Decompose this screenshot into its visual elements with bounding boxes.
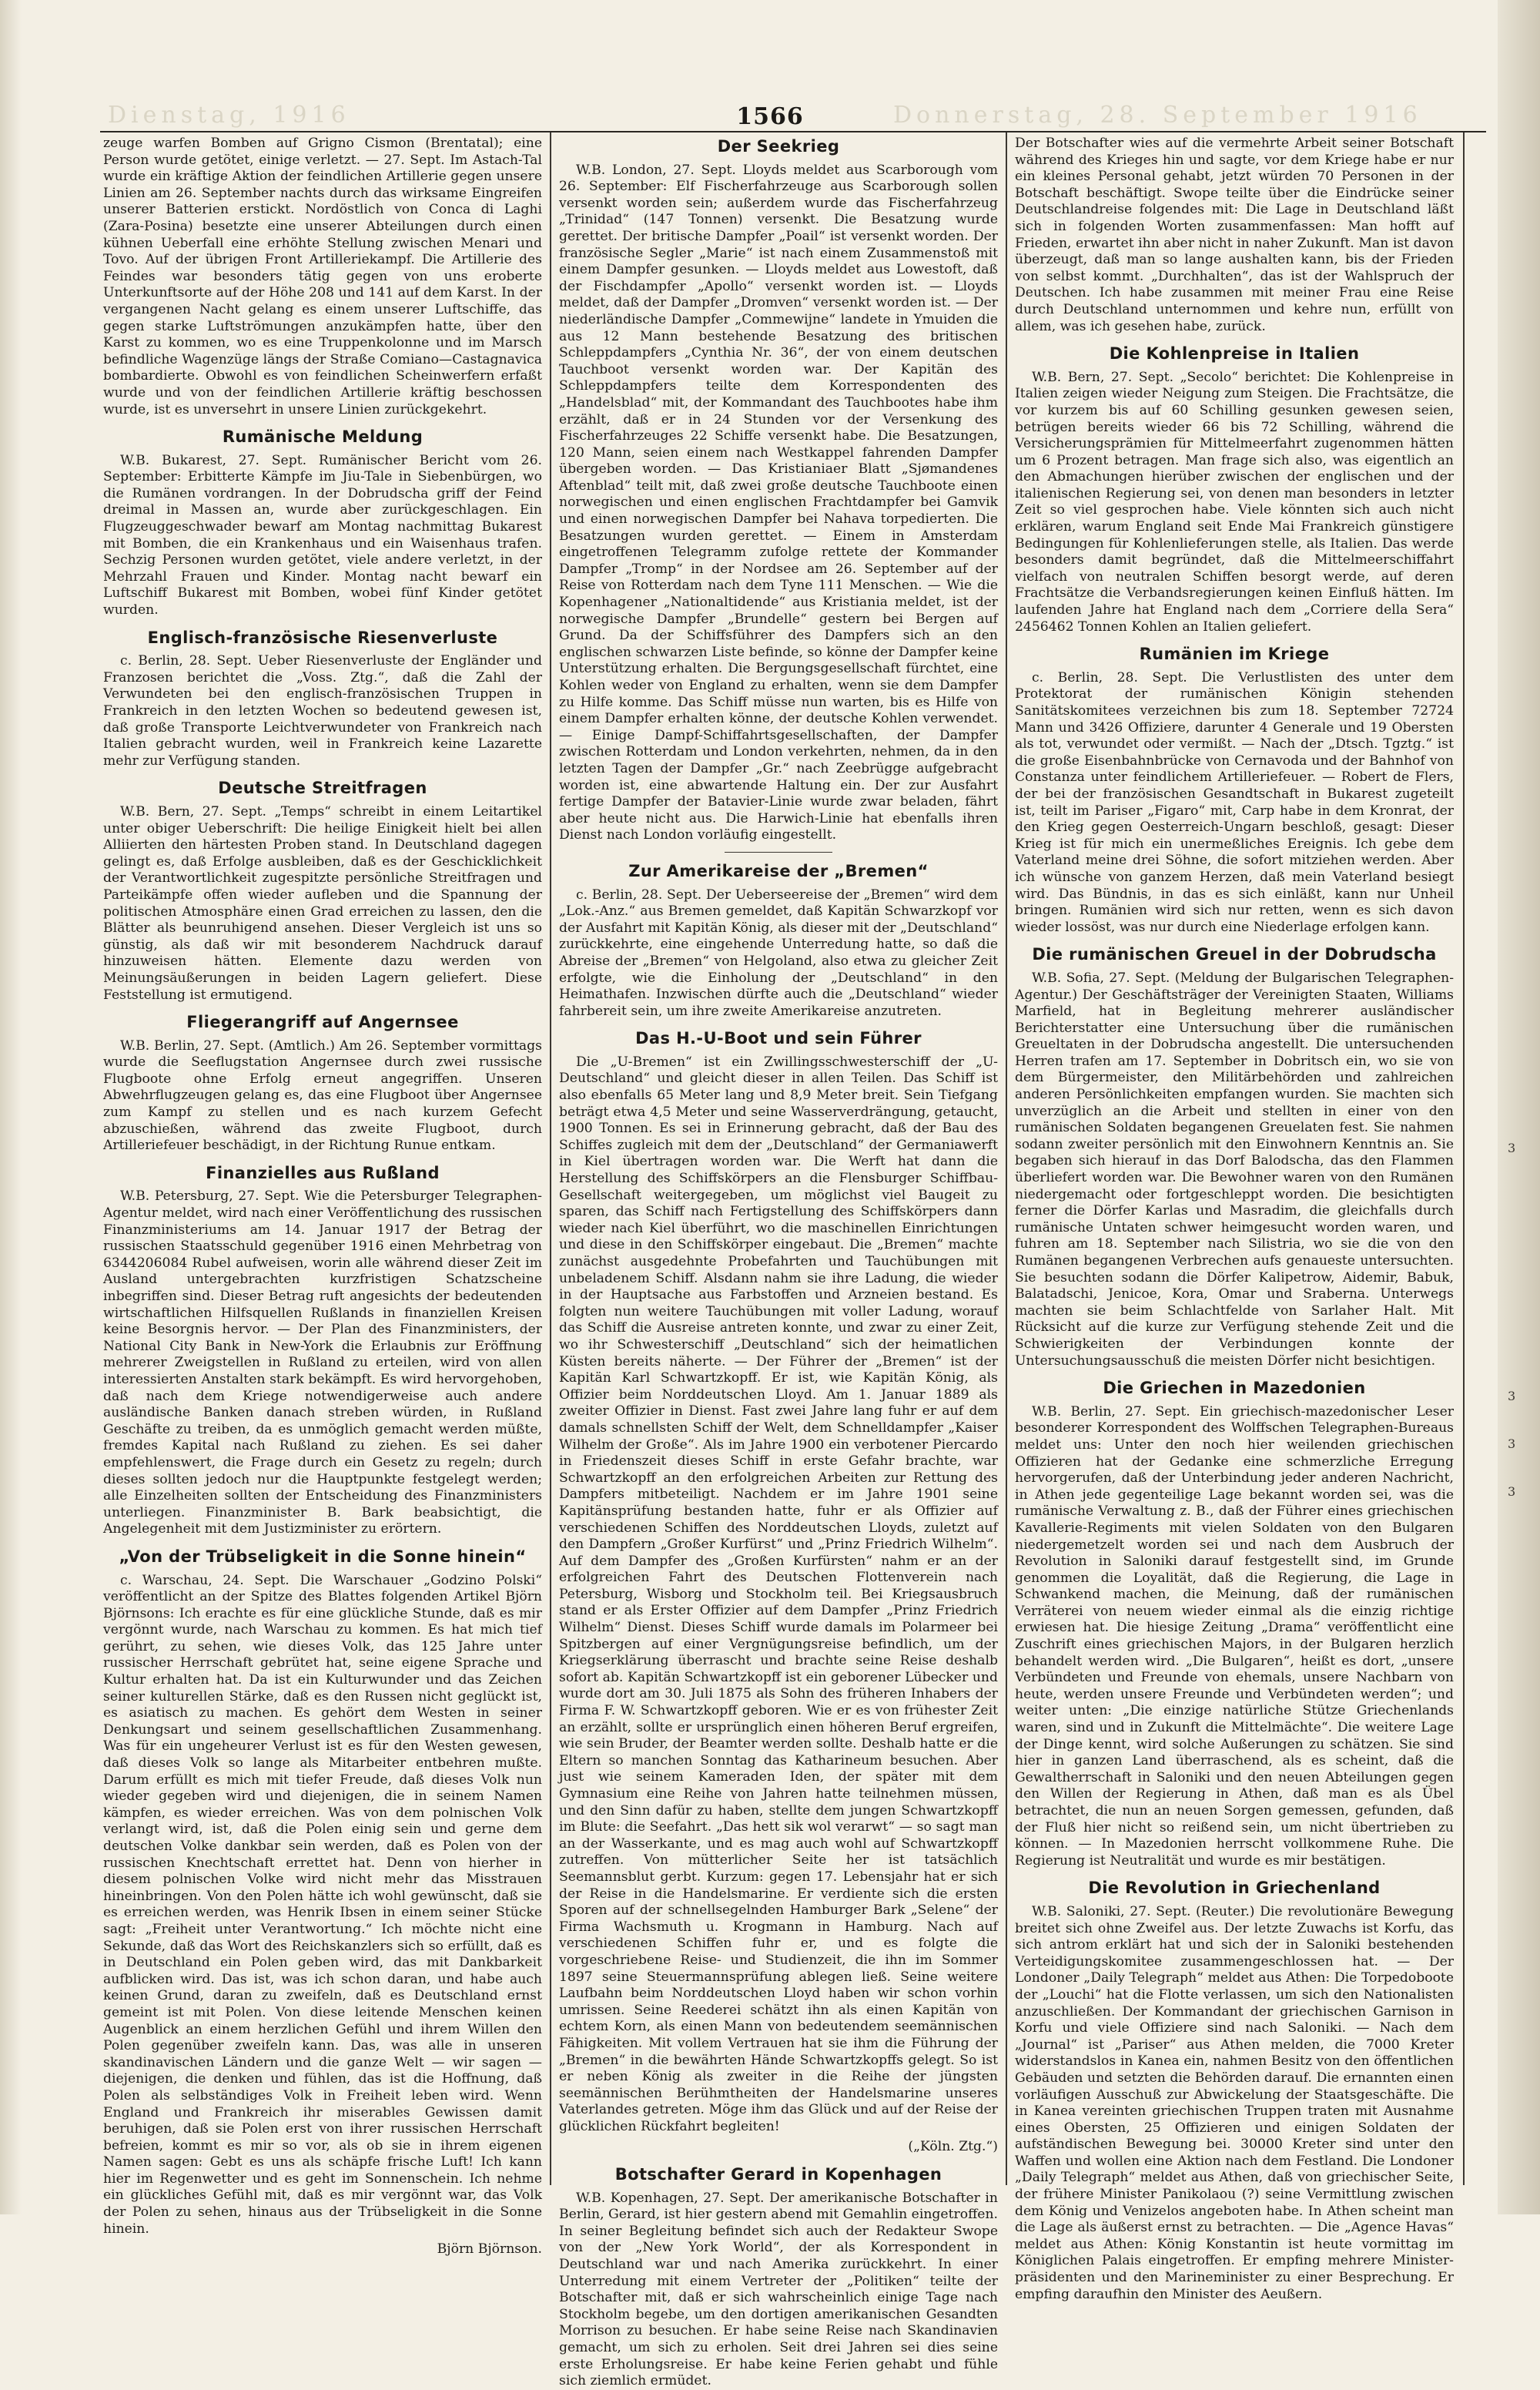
heading-riesenverluste: Englisch-französische Riesenverluste xyxy=(147,628,498,647)
heading-amerikareise-bremen: Zur Amerikareise der „Bremen“ xyxy=(628,861,929,880)
article-rumaenische-meldung: W.B. Bukarest, 27. Sept. Rumänischer Bericht vom 26. September: Erbitterte Kämpfe im Jiu-Tale in Siebenbürgen, wo die Rumänen vordrangen. In der Dobrudscha griff der Feind dreimal in Massen an, wurde aber zurückgeschlagen. Ein Flugzeuggeschwader bewarf am Montag nachmittag Bukarest mit Bomben, die ein Krankenhaus und ein Waisenhaus trafen. Sechzig Personen wurden getötet, viele andere verletzt, in der Mehrzahl Frauen und Kinder. Montag nacht bewarf ein Luftschiff Bukarest mit Bomben, wobei fünf Kinder getötet wurden. xyxy=(103,452,542,618)
column-rule-3 xyxy=(1463,132,1465,2185)
heading-greuel-dobrudscha: Die rumänischen Greuel in der Dobrudscha xyxy=(1032,945,1437,964)
watermark-right: Donnerstag, 28. September 1916 xyxy=(893,102,1422,129)
heading-seekrieg: Der Seekrieg xyxy=(717,137,840,156)
article-seekrieg: W.B. London, 27. Sept. Lloyds meldet aus Scarborough vom 26. September: Elf Fischerfahrzeuge aus Scarborough sollen versenkt worden sein; außerdem wurde das Fischerfahrzeug „Trinidad“ (147 Tonnen) versenkt. Die Besatzung wurde gerettet. Der britische Dampfer „Poail“ ist versenkt worden. Der französische Segler „Marie“ ist nach einem Zusammenstoß mit einem Dampfer gesunken. — Lloyds meldet aus Lowestoft, daß der Fischdampfer „Apollo“ versenkt worden ist. — Lloyds meldet, daß der Dampfer „Dromven“ versenkt worden ist. — Der niederländische Dampfer „Commewijne“ landete in Ymuiden die aus 12 Mann bestehende Besatzung des britischen Schleppdampfers „Cynthia Nr. 36“, der von einem deutschen Tauchboot versenkt worden war. Der Kapitän des Schleppdampfers teilte dem Korrespondenten des „Handelsblad“ mit, der Kommandant des Tauchbootes habe ihm erzählt, daß er in 24 Stunden vor der Versenkung des Fischerfahrzeuges 22 Schiffe versenkt habe. Die Besatzungen, 120 Mann, seien einem nach Westkappel fahrenden Dampfer übergeben worden. — Das Kristianiaer Blatt „Sjømandenes Aftenblad“ teilt mit, daß zwei große deutsche Tauchboote einen norwegischen und einen englischen Frachtdampfer bei Gamvik und einen norwegischen Dampfer bei Nahava torpedierten. Die Besatzungen wurden gerettet. — Einem in Amsterdam eingetroffenen Telegramm zufolge rettete der Kommander Dampfer „Tromp“ in der Nordsee am 26. September auf der Reise von Rotterdam nach dem Tyne 111 Menschen. — Wie die Kopenhagener „Nationaltidende“ aus Kristiania meldet, ist der norwegische Dampfer „Brundelle“ gestern bei Bergen auf Grund. Da der Schiffsführer des Dampfers sich an den englischen schwarzen Liste befinde, so könne der Dampfer keine Unterstützung erhalten. Die Bergungsgesellschaft fürchtet, eine Kohlen weder von England zu erhalten, wenn sie dem Dampfer zu Hilfe komme. Das Schiff müsse nun warten, bis es Hilfe von einem Dampfer erhalten könne, der deutsche Kohlen verwendet. — Einige Dampf-Schiffahrtsgesellschaften, der Dampfer zwischen Rotterdam und London verkehrten, nehmen, da in den letzten Tagen der Dampfer „Gr.“ nach Zeebrügge aufgebracht worden ist, eine abwartende Haltung ein. Der zur Ausfahrt fertige Dampfer der Batavier-Linie wurde zwar beladen, fährt aber heute nicht aus. Die Harwich-Linie hat ebenfalls ihren Dienst nach London vorläufig eingestellt. xyxy=(559,162,998,843)
article-u-boot-fuehrer: Die „U-Bremen“ ist ein Zwillingsschwesterschiff der „U-Deutschland“ und gleicht dieser in allen Teilen. Das Schiff ist also ebenfalls 65 Meter lang und 8,9 Meter breit. Sein Tiefgang beträgt etwa 4,5 Meter und seine Wasserverdrängung, getaucht, 1900 Tonnen. Es sei in Erinnerung gebracht, daß der Bau des Schiffes zugleich mit dem der „Deutschland“ der Germaniawerft in Kiel übertragen worden war. Die Werft hat dann die Herstellung des Schiffskörpers an die Flensburger Schiffbau-Gesellschaft weitergegeben, um möglichst viel Baugeit zu sparen, das Schiff nach Fertigstellung des Schiffskörpers dann wieder nach Kiel überführt, wo die maschinellen Einrichtungen und diese in den Schiffskörper eingebaut. Die „Bremen“ machte zunächst ausgedehnte Probefahrten und Tauchübungen mit unbeladenem Schiff. Alsdann nahm sie ihre Ladung, die wieder in der Hauptsache aus Farbstoffen und Arzneien bestand. Es folgten nun weitere Tauchübungen mit voller Ladung, worauf das Schiff die Ausreise antreten konnte, und zwar zu einer Zeit, wo ihr Schwesterschiff „Deutschland“ sich der heimatlichen Küsten bereits näherte. — Der Führer der „Bremen“ ist der Kapitän Karl Schwartzkopff. Er ist, wie Kapitän König, als Offizier beim Norddeutschen Lloyd. Am 1. Januar 1889 als zweiter Offizier in Dienst. Fast zwei Jahre lang fuhr er auf dem damals schnellsten Schiff der Welt, dem Schnelldampfer „Kaiser Wilhelm der Große“. Als im Jahre 1900 ein verbotener Piercardo in Friedenszeit dieses Schiff in erste Gefahr brachte, war Schwartzkopff an den erfolgreichen Arbeiten zur Rettung des Dampfers mitbeteiligt. Nachdem er im Jahre 1901 seine Kapitänsprüfung bestanden hatte, fuhr er als Offizier auf verschiedenen Schiffen des Norddeutschen Lloyds, zuletzt auf den Dampfern „Großer Kurfürst“ und „Prinz Friedrich Wilhelm“. Auf dem Dampfer des „Großen Kurfürsten“ nahm er an der erfolgreichen Fahrt des Deutschen Flottenverein nach Petersburg, Wisborg und Stockholm teil. Bei Kriegsausbruch stand er als Erster Offizier auf dem Dampfer „Prinz Friedrich Wilhelm“ Dienst. Dieses Schiff wurde damals im Polarmeer bei Spitzbergen auf einer Vergnügungsreise befindlich, um der Kriegserklärung überrascht und brachte seine Reise deshalb sofort ab. Kapitän Schwartzkopff ist ein geborener Lübecker und wurde dort am 30. Juli 1875 als Sohn des früheren Inhabers der Firma F. W. Schwartzkopff geboren. Wie er es von frühester Zeit an erzählt, sollte er ursprünglich einen höheren Beruf ergreifen, wie sein Bruder, der Beamter werden sollte. Deshalb hatte er die Eltern so manchen Sonntag das Katharineum besuchen. Aber just wie seinem Kameraden Iden, der später mit dem Gymnasium eine Reihe von Jahren hatte teilnehmen müssen, und den Sinn dafür zu haben, stellte dem jungen Schwartzkopff im Blute: die Seefahrt. „Das hett sik wol verarwt“ — so sagt man an der Wasserkante, und es mag auch wohl auf Schwartzkopff zutreffen. Von mütterlicher Seite her ist tatsächlich Seemannsblut gerbt. Kurzum: gegen 17. Lebensjahr hat er sich der Reise in die Handelsmarine. Er verdiente sich die ersten Sporen auf der schnellsegelnden Hamburger Bark „Selene“ der Firma Wachsmuth u. Krogmann in Hamburg. Nach auf verschiedenen Schiffen fuhr er, und es folgte die vorgeschriebene Reise- und Studienzeit, die ihn im Sommer 1897 seine Steuermannsprüfung ablegen ließ. Seine weitere Laufbahn beim Norddeutschen Lloyd haben wir schon vorhin umrissen. Seine Reederei schätzt ihn als einen Kapitän von echtem Korn, als einen Mann von bedeutendem seemännischen Fähigkeiten. Mit vollem Vertrauen hat sie ihm die Führung der „Bremen“ in die bewährten Hände Schwartzkopffs gelegt. So ist er neben König als zweiter in die Reihe der jüngsten seemännischen Berühmtheiten der Handelsmarine unseres Vaterlandes getreten. Möge ihm das Glück und auf der Reise der glücklichen Rückfahrt begleiten! xyxy=(559,1054,998,2134)
article-kohlenpreise: W.B. Bern, 27. Sept. „Secolo“ berichtet: Die Kohlenpreise in Italien zeigen wieder Neigung zum Steigen. Die Frachtsätze, die vor kurzem bis auf 60 Schilling gesunken gewesen seien, betrügen bereits wieder 66 bis 72 Schilling, während die Versicherungsprämien für Mittelmeerfahrt zugenommen hätten um 6 Prozent betragen. Man frage sich also, was eigentlich an den Abmachungen hierüber zwischen der englischen und der italienischen Regierung sei, von denen man besonders in letzter Zeit so viel gesprochen habe. Viele könnten sich auch nicht erklären, warum England seit Ende Mai Frankreich günstigere Bedingungen für Kohlenlieferungen stelle, als Italien. Das werde besonders damit begründet, daß die Mittelmeerschiffahrt vielfach von neutralen Schiffen besorgt werde, auf deren Frachtsätze die Verbandsregierungen keinen Einfluß hätten. Im laufenden Jahre hat England nach dem „Corriere della Sera“ 2456462 Tonnen Kohlen an Italien geliefert. xyxy=(1015,369,1454,635)
article-botschafter-gerard: W.B. Kopenhagen, 27. Sept. Der amerikanische Botschafter in Berlin, Gerard, ist hier gestern abend mit Gemahlin eingetroffen. In seiner Begleitung befindet sich auch der Redakteur Swope von der „New York World“, der als Korrespondent in Deutschland war und nach Amerika zurückkehrt. In einer Unterredung mit einem Vertreter der „Politiken“ teilte der Botschafter mit, daß er sich wahrscheinlich einige Tage nach Stockholm begebe, um den dortigen amerikanischen Gesandten Morrison zu besuchen. Er habe seine Reise nach Skandinavien gemacht, um sich zu erholen. Seit drei Jahren sei dies seine erste Erholungsreise. Er habe keine Ferien gehabt und fühle sich ziemlich ermüdet. xyxy=(559,2190,998,2389)
article-source: („Köln. Ztg.“) xyxy=(908,2139,998,2155)
page-edge-left xyxy=(0,0,22,2214)
margin-digit: 3 xyxy=(1508,1484,1516,1499)
article-rumaenien-kriege: c. Berlin, 28. Sept. Die Verlustlisten des unter dem Protektorat der rumänischen Königin stehenden Sanitätskomitees verzeichnen bis zum 18. September 72724 Mann und 3426 Offiziere, darunter 4 Generale und 19 Obersten als tot, verwundet oder vermißt. — Nach der „Dtsch. Tgztg.“ ist die große Eisenbahnbrücke von Cernavoda und der Bahnhof von Constanza unter feindlichem Artilleriefeuer. — Robert de Flers, der bei der französischen Gesandtschaft in Bukarest zugeteilt ist, teilt im Pariser „Figaro“ mit, Carp habe in dem Kronrat, der den Krieg gegen Oesterreich-Ungarn beschloß, gesagt: Dieser Krieg ist für mich ein unermeßliches Ereignis. Ich gebe dem Vaterland meine drei Söhne, die sofort mitziehen werden. Aber ich wünsche von ganzem Herzen, daß mein Vaterland besiegt wird. Das Bündnis, in das es sich einläßt, kann nur Unheil bringen. Rumänien wird sich nur retten, wenn es sich davon wieder lossöst, was nur durch eine Niederlage erfolgen kann. xyxy=(1015,669,1454,935)
margin-digit: 3 xyxy=(1508,1141,1516,1155)
article-deutsche-streitfragen: W.B. Bern, 27. Sept. „Temps“ schreibt in einem Leitartikel unter obiger Ueberschrift: Die heilige Einigkeit hielt bei allen Alliierten den härtesten Proben stand. In Deutschland dagegen gelingt es, daß Erfolge ausbleiben, daß es der Geschicklichkeit der Verantwortlichkeit zugespitzte persönliche Streitfragen und Parteikämpfe offen wieder aufleben und die Spannung der politischen Atmosphäre einen Grad erreichen zu lassen, den die Blätter als beunruhigend ansehen. Dieser Vergleich ist uns so günstig, als daß wir mit besonderem Nachdruck darauf hinzuweisen hätten. Elemente dazu werden von Meinungsäußerungen in beiden Lagern geliefert. Diese Feststellung ist ermutigend. xyxy=(103,803,542,1003)
article-riesenverluste: c. Berlin, 28. Sept. Ueber Riesenverluste der Engländer und Franzosen berichtet die „Voss. Ztg.“, daß die Zahl der Verwundeten bei den englisch-französischen Truppen in Frankreich in den letzten Wochen so bedeutend gewesen ist, daß große Transporte Leichtverwundeter von Frankreich nach Italien gebracht wurden, weil in Frankreich keine Lazarette mehr zur Verfügung standen. xyxy=(103,653,542,769)
watermark-left: Dienstag, 1916 xyxy=(108,102,350,129)
adjacent-page-fragment xyxy=(1508,123,1531,1500)
heading-griechen-mazedonien: Die Griechen in Mazedonien xyxy=(1103,1379,1366,1398)
heading-fliegerangriff: Fliegerangriff auf Angernsee xyxy=(186,1013,459,1032)
page-number: 1566 xyxy=(736,103,804,130)
article-greuel-dobrudscha: W.B. Sofia, 27. Sept. (Meldung der Bulgarischen Telegraphen-Agentur.) Der Geschäftsträger der Vereinigten Staaten, Williams Marfield, hat in Begleitung mehrerer ausländischer Berichterstatter eine Untersuchung über die rumänischen Greueltaten in der Dobrudscha angestellt. Die untersuchenden Herren trafen am 17. September in Dobritsch ein, wo sie von dem Bürgermeister, den Militärbehörden und zahlreichen anderen Persönlichkeiten empfangen wurden. Sie machten sich unverzüglich an die Arbeit und stellten in einer von den rumänischen Soldaten begangenen Greuelaten fest. Sie nahmen sodann zweiter persönlich mit den Einwohnern Kenntnis an. Sie begaben sich hierauf in das Dorf Balodscha, das den Flammen überliefert worden war. Die Bewohner waren von den Rumänen niedergemacht oder fortgeschleppt worden. Die besichtigten ferner die Dörfer Karlas und Masradim, die gleichfalls durch rumänische Untaten schwer heimgesucht worden waren, und fuhren am 18. September nach Silistria, wo sie die von den Rumänen begangenen Verbrechen aufs genaueste untersuchten. Sie besuchten sodann die Dörfer Kalipetrow, Aidemir, Babuk, Balatadschi, Jenicoe, Kora, Omar und Sraberna. Unterwegs machten sie beim Schlachtfelde von Sarlaher Halt. Mit Rücksicht auf die kurze zur Verfügung stehende Zeit und die Schwierigkeiten der Verbindungen konnte der Untersuchungsausschuß die meisten Dörfer nicht besichtigen. xyxy=(1015,970,1454,1369)
heading-rumaenien-kriege: Rumänien im Kriege xyxy=(1139,645,1330,664)
heading-truebseligkeit: „Von der Trübseligkeit in die Sonne hinein“ xyxy=(119,1547,527,1566)
article-signature: Björn Björnson. xyxy=(437,2241,542,2258)
column-rule-2 xyxy=(1006,132,1007,2185)
article-truebseligkeit: c. Warschau, 24. Sept. Die Warschauer „Godzino Polski“ veröffentlicht an der Spitze des Blattes folgenden Artikel Björn Björnsons: Ich erachte es für eine glückliche Stunde, daß es mir vergönnt wurde, nach Warschau zu kommen. Es hat mich tief gerührt, zu sehen, wie dieses Volk, das 125 Jahre unter russischer Herrschaft gebrütet hat, seine eigene Sprache und Kultur erhalten hat. Da ist ein Kulturwunder und das Zeichen seiner kulturellen Stärke, daß es den Russen nicht geglückt ist, es asiatisch zu machen. Es gehört dem Westen in seiner Denkungsart und seinem gesellschaftlichen Zusammenhang. Was für ein ungeheurer Verlust ist es für den Westen gewesen, daß dieses Volk so lange als Mitarbeiter entbehren mußte. Darum erfüllt es mich mit tiefer Freude, daß dieses Volk nun wieder gegeben wird und diejenigen, die in seinem Namen kämpfen, es wieder erreichen. Was von dem polnischen Volk verlangt wird, ist, daß die Polen einig sein und gerne dem deutschen Volke dankbar sein werden, daß es Polen von der russischen Knechtschaft errettet hat. Denn von hierher in diesem polnischen Volke wird nicht mehr das Misstrauen hineinbringen. Von den Polen hätte ich wohl gewünscht, daß sie es erreichen werden, was Henrik Ibsen in einem seiner Stücke sagt: „Freiheit unter Verantwortung.“ Ich möchte nicht eine Sekunde, daß das Wort des Reichskanzlers sich so erfüllt, daß es in Deutschland ein Polen geben wird, das mit Dankbarkeit aufblicken wird. Das ist, was ich schon daran, und habe auch keinen Grund, daran zu zweifeln, daß es Deutschland ernst gemeint ist mit Polen. Von diese leitende Menschen keinen Augenblick an einem herzlichen Gefühl und ihrem Willen den Polen gegenüber zweifeln kann. Das, was alle in unseren skandinavischen Ländern und die ganze Welt — wir sagen — diejenigen, die denken und fühlen, das ist die Hoffnung, daß Polen als selbständiges Volk in Freiheit leben wird. Wenn England und Frankreich ihr miserables Gewissen damit beruhigen, daß sie Polen erst von ihrer russischen Herrschaft befreien, kommt es mir so vor, als ob sie in ihrem eigenen Namen sagen: Gebt es uns als schäpfe frische Luft! Ich kann hier im Regenwetter und es geht im Sonnenschein. Ich nehme ein glückliches Gefühl mit, daß es mir vergönnt war, das Volk der Polen zu sehen, hinaus aus der Trübseligkeit in die Sonne hinein. xyxy=(103,1572,542,2237)
article-revolution-griechenland: W.B. Saloniki, 27. Sept. (Reuter.) Die revolutionäre Bewegung breitet sich ohne Zweifel aus. Der letzte Zuwachs ist Korfu, das sich antrom erklärt hat und sich der in Saloniki bestehenden Verteidigungskomitee zusammengeschlossen hat. — Der Londoner „Daily Telegraph“ meldet aus Athen: Die Torpedoboote der „Louchi“ hat die Flotte verlassen, um sich den Nationalisten anzuschließen. Der Kommandant der griechischen Garnison in Korfu und viele Offiziere sind nach Saloniki. — Nach dem „Journal“ ist „Pariser“ aus Athen melden, die 7000 Kreter widerstandslos in Kanea ein, nahmen Besitz von den öffentlichen Gebäuden und setzten die Behörden darauf. Die ernannten einen vorläufigen Ausschuß zur Abwickelung der Staatsgeschäfte. Die in Kanea vereinten griechischen Truppen traten mit Ausnahme eines Obersten, 25 Offizieren und einigen Soldaten der aufständischen Bewegung bei. 30000 Kreter sind unter den Waffen und wollen eine Aktion nach dem Festland. Die Londoner „Daily Telegraph“ meldet aus Athen, daß von griechischer Seite, der frühere Minister Panikolaou (?) seine Vermittlung zwischen dem König und Venizelos angeboten habe. In Athen scheint man die Lage als äußerst ernst zu betrachten. — Die „Agence Havas“ meldet aus Athen: König Konstantin ist heute vormittag im Königlichen Palais eingetroffen. Er empfing mehrere Minister-präsidenten und den Marineminister zu einer Besprechung. Er empfing daraufhin den Minister des Aeußern. xyxy=(1015,1903,1454,2302)
article-continued-gerard: Der Botschafter wies auf die vermehrte Arbeit seiner Botschaft während des Krieges hin und sagte, vor dem Kriege habe er nur ein kleines Personal gehabt, jetzt würden 70 Personen in der Botschaft beschäftigt. Swope teilte über die Eindrücke seiner Deutschlandreise folgendes mit: Die Lage in Deutschland läßt sich in folgenden Worten zusammenfassen: Man hofft auf Frieden, erwartet ihn aber nicht in naher Zukunft. Man ist davon überzeugt, daß man so lange aushalten kann, bis der Frieden von selbst kommt. „Durchhalten“, das ist der Wahlspruch der Deutschen. Ich habe zusammen mit meiner Frau eine Reise durch Deutschland unternommen und kehre nun, erfüllt von allem, was ich gesehen habe, zurück. xyxy=(1015,136,1454,334)
heading-kohlenpreise: Die Kohlenpreise in Italien xyxy=(1109,344,1360,364)
margin-digit: 3 xyxy=(1508,1436,1516,1451)
margin-digit: 3 xyxy=(1508,1389,1516,1403)
heading-finanzielles-russland: Finanzielles aus Rußland xyxy=(206,1163,440,1182)
column-3 xyxy=(1015,136,1454,2302)
article-continued: zeuge warfen Bomben auf Grigno Cismon (Brentatal); eine Person wurde getötet, einige verletzt. — 27. Sept. Im Astach-Tal wurde ein kräftige Aktion der feindlichen Artillerie gegen unsere Linien am 26. September nachts durch das wirksame Eingreifen unserer Batterien erstickt. Nordöstlich von Conca di Laghi (Zara-Posina) besetzte eine unserer Abteilungen durch einen kühnen Ueberfall eine erhöhte Stellung zwischen Menari und Tovo. Auf der übrigen Front Artilleriekampf. Die Artillerie des Feindes war besonders tätig gegen von uns eroberte Unterkunftsorte auf der Höhe 208 und 141 auf dem Karst. In der vergangenen Nacht gelang es einem unserer Luftschiffe, das gegen starke Luftströmungen anzukämpfen hatte, über den Karst zu kommen, wo es eine Truppenkolonne und im Marsch befindliche Wagenzüge längs der Straße Comiano—Castagnavica bombardierte. Obwohl es von feindlichen Scheinwerfern erfaßt wurde und von der feindlichen Artillerie kräftig beschossen wurde, ist es unversehrt in unsere Linien zurückgekehrt. xyxy=(103,136,542,417)
heading-rumaenische-meldung: Rumänische Meldung xyxy=(222,427,424,447)
article-amerikareise-bremen: c. Berlin, 28. Sept. Der Ueberseereise der „Bremen“ wird dem „Lok.-Anz.“ aus Bremen gemeldet, daß Kapitän Schwarzkopf vor der Ausfahrt mit Kapitän König, als dieser mit der „Deutschland“ zurückkehrte, eine eingehende Unterredung hatte, so daß die Abreise der „Bremen“ von Helgoland, also etwa zu gleicher Zeit erfolgte, wie die Einholung der „Deutschland“ in den Heimathafen. Inzwischen dürfte auch die „Deutschland“ wieder fahrbereit sein, um ihre zweite Amerikareise anzutreten. xyxy=(559,887,998,1019)
heading-deutsche-streitfragen: Deutsche Streitfragen xyxy=(218,779,427,798)
column-2 xyxy=(559,136,998,2389)
heading-revolution-griechenland: Die Revolution in Griechenland xyxy=(1088,1879,1381,1898)
separator xyxy=(725,852,832,853)
column-rule-1 xyxy=(550,132,551,2185)
column-1 xyxy=(103,136,542,2258)
article-griechen-mazedonien: W.B. Berlin, 27. Sept. Ein griechisch-mazedonischer Leser besonderer Korrespondent des Wolffschen Telegraphen-Bureaus meldet uns: Unter den noch hier weilenden griechischen Offizieren hat der Gedanke eine schmerzliche Erregung hervorgerufen, daß der Unterbindung jeder anderen Nachricht, in Athen jede gegenteilige Lage bekannt worden sei, was die rumänische Verwaltung z. B., daß der Führer eines griechischen Kavallerie-Regiments mit vielen Soldaten von den Bulgaren niedergemetzelt worden sei und nach dem Ausbruch der Revolution in Saloniki darauf festgestellt sind, im Grunde genommen die Loyalität, daß die Regierung, die Lage in Schwankend machen, die Meinung, daß der rumänischen Verräterei von neuem wieder einmal als die einzig richtige erwiesen hat. Die hiesige Zeitung „Drama“ veröffentlicht eine Zuschrift eines griechischen Majors, in der Bulgaren herzlich behandelt werden wird. „Die Bulgaren“, heißt es dort, „unsere Verbündeten und Freunde von ehemals, unsere Nachbarn von heute, werden unsere Freunde und Verbündeten werden“; und weiter unten: „Die einzige natürliche Stütze Griechenlands waren, sind und in Zukunft die Mittelmächte“. Die weitere Lage der Dinge kennt, wird solche Außerungen zu schätzen. Sie sind hier in ganzen Land überraschend, als es scheint, daß die Gewaltherrschaft in Saloniki und den neuen Abteilungen gegen den Willen der Regierung in Athen, daß man es als Übel betrachtet, die nun an neuen Sorgen gemessen, gefunden, daß der Fluß hier nicht so reißend sein, um nicht übertrieben zu können. — In Mazedonien herrscht vollkommene Ruhe. Die Regierung ist Neutralität und wurde es mir bestätigen. xyxy=(1015,1403,1454,1869)
article-fliegerangriff: W.B. Berlin, 27. Sept. (Amtlich.) Am 26. September vormittags wurde die Seeflugstation Angernsee durch zwei russische Flugboote ohne Erfolg erneut angegriffen. Unseren Abwehrflugzeugen gelang es, das eine Flugboot über Angernsee zum Kampf zu stellen und es nach kurzem Gefecht abzuschießen, während das zweite Flugboot, durch Artilleriefeuer beschädigt, in der Richtung Runue entkam. xyxy=(103,1037,542,1154)
header-rule xyxy=(100,131,1486,132)
heading-botschafter-gerard: Botschafter Gerard in Kopenhagen xyxy=(614,2165,942,2184)
article-finanzielles-russland: W.B. Petersburg, 27. Sept. Wie die Petersburger Telegraphen-Agentur meldet, wird nach einer Veröffentlichung des russischen Finanzministeriums am 14. Januar 1917 der Betrag der russischen Staatsschuld gegenüber 1916 einen Mehrbetrag von 6344206084 Rubel aufweisen, worin alle während dieser Zeit im Ausland untergebrachten kurzfristigen Schatzscheine inbegriffen sind. Dieser Betrag ruft angesichts der bedeutenden wirtschaftlichen Hilfsquellen Rußlands in finanziellen Kreisen keine Besorgnis hervor. — Der Plan des Finanzministers, der National City Bank in New-York die Erlaubnis zur Eröffnung mehrerer Zweigstellen in Rußland zu erteilen, wird von allen interessierten Anstalten stark bekämpft. Es wird hervorgehoben, daß nach dem Kriege notwendigerweise auch andere ausländische Banken danach streben würden, in Rußland Geschäfte zu treiben, da es unmöglich gemacht werden müßte, fremdes Kapital nach Rußland zu ziehen. Es sei daher empfehlenswert, die Frage durch ein Gesetz zu regeln; durch dieses sollten jedoch nur die Hauptpunkte festgelegt werden; alle Einzelheiten sollten der Entscheidung des Finanzministers unterliegen. Finanzminister B. Bark beabsichtigt, die Angelegenheit mit dem Justizminister zu erörtern. xyxy=(103,1188,542,1537)
heading-u-boot-fuehrer: Das H.-U-Boot und sein Führer xyxy=(635,1029,922,1048)
